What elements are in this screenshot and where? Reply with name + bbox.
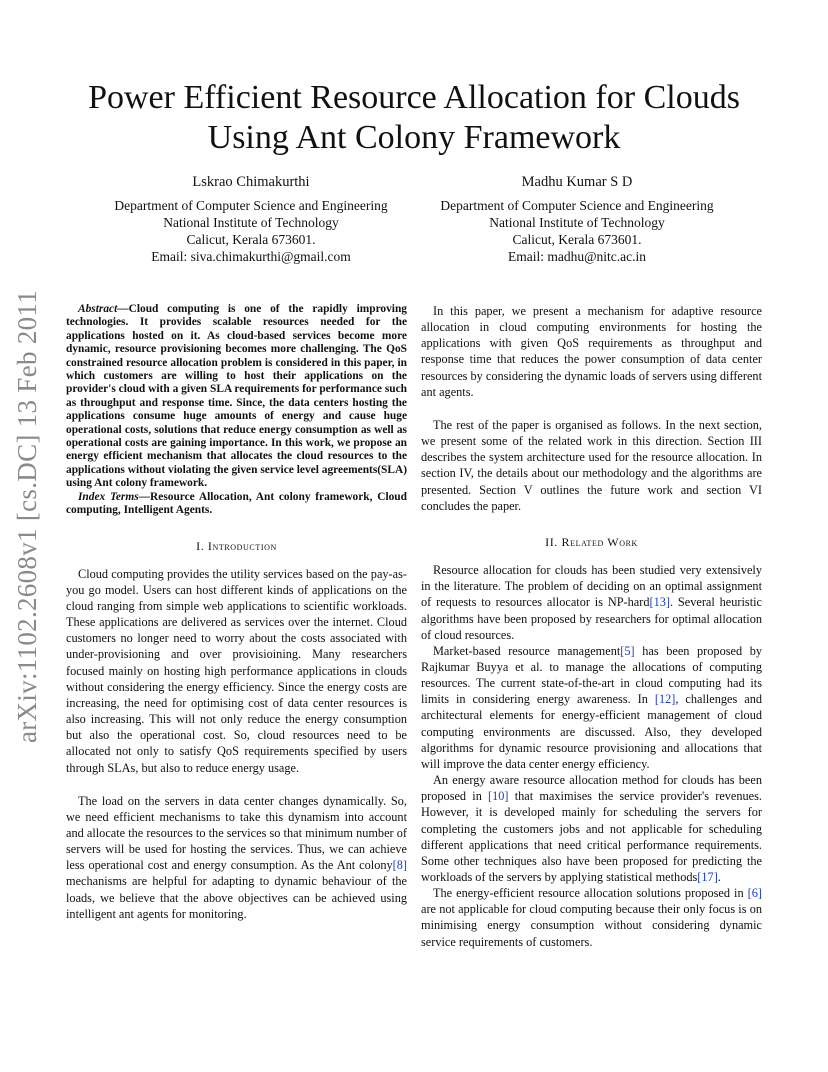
author-block-1 xyxy=(86,174,416,265)
paragraph-text: that maximises the service provider's revenues. However, it is developed mainly for scheduling the servers for completing the customers jobs and not applicable for scheduling different applications that need critical performance requirements. Some other techniques also have been proposed for predicting the workloads of the servers by applying statistical methods xyxy=(421,789,762,884)
paragraph-text: Market-based resource management xyxy=(433,643,621,658)
abstract-label: Abstract xyxy=(78,303,118,315)
right-column xyxy=(421,303,762,950)
index-terms xyxy=(66,491,407,518)
paragraph-text: , challenges and architectural elements for energy-efficient management of cloud computing environments are discussed. Also, they developed algorithms for dynamic resource provisioning and allocations that will improve the data center energy efficiency. xyxy=(421,692,763,771)
author-department: Department of Computer Science and Engineering xyxy=(440,198,714,213)
left-column xyxy=(66,303,407,922)
index-terms-text: —Resource Allocation, Ant colony framework, Cloud computing, Intelligent Agents. xyxy=(66,490,407,517)
paragraph-text: Resource allocation for clouds has been studied very extensively in the literature. The problem of deciding on an optimal assignment of requests to resources allocator is NP-hard xyxy=(421,563,762,610)
author-address: Calicut, Kerala 673601. xyxy=(186,232,316,247)
arxiv-stamp-text: arXiv:1102.2608v1 [cs.DC] 13 Feb 2011 xyxy=(12,289,43,743)
section-heading-related-work: II. Related Work xyxy=(545,534,638,549)
paragraph-text: An energy aware resource allocation method for clouds has been proposed in xyxy=(421,773,762,804)
author-email: Email: madhu@nitc.ac.in xyxy=(507,249,647,264)
paragraph-text: . xyxy=(717,870,721,884)
author-institution: National Institute of Technology xyxy=(163,215,339,230)
abstract xyxy=(66,303,407,491)
citation-link[interactable]: [5] xyxy=(620,643,635,658)
intro-paragraph-2 xyxy=(66,793,407,922)
intro-paragraph-1: Cloud computing provides the utility services based on the pay-as-you go model. Users can host different kinds of applications on the cloud ranging from simple web applications to scientific workloads. These applications are delivered as services over the internet. Cloud customers no longer need to worry about the costs associated with under-provisioning and over provisioining. Many researchers focused mainly on hosting high performance applications in clouds without considering the energy efficiency. Since the energy costs are increasing, the need for optimising cost of data center resources is also increasing. This will not only reduce the energy consumption but also the operational cost. So, cloud resources need to be allocated not only to satisfy QoS requirements specified by users through SLAs, but also to reduce energy usage. xyxy=(66,566,407,775)
arxiv-stamp xyxy=(8,289,48,743)
section-heading-introduction: I. Introduction xyxy=(196,538,277,553)
paragraph-text: The load on the servers in data center changes dynamically. So, we need efficient mechanisms to take this dynamism into account and allocate the resources to the services so that minimum number of servers will be used for hosting the services. Thus, we can achieve less operational cost and energy consumption. As the Ant colony xyxy=(66,793,407,873)
citation-link[interactable]: [10] xyxy=(488,789,509,804)
author-block-2 xyxy=(412,174,742,265)
citation-link[interactable]: [6] xyxy=(747,886,762,901)
author-institution: National Institute of Technology xyxy=(489,215,665,230)
related-paragraph-2 xyxy=(421,643,762,772)
paragraph-text: . Several heuristic algorithms have been proposed by researchers for optimal allocation of cloud resources. xyxy=(421,595,762,642)
index-terms-label: Index Terms xyxy=(78,490,139,503)
paragraph-text: has been proposed by Rajkumar Buyya et al. to manage the allocations of computing resources. The current state-of-the-art in cloud computing had its limits in considering energy awareness. In xyxy=(421,643,762,707)
paper-title: Power Efficient Resource Allocation for Clouds Using Ant Colony Framework xyxy=(88,79,740,156)
paragraph-text: The energy-efficient resource allocation solutions proposed in xyxy=(433,886,748,901)
intro-paragraph-3: In this paper, we present a mechanism for adaptive resource allocation in cloud computing environments for hosting the applications with given QoS requirements as throughput and response time that reduces the power consumption of data center resources by considering the dynamic loads of servers using different ant agents. xyxy=(421,304,762,399)
related-paragraph-4 xyxy=(421,885,762,950)
abstract-text: —Cloud computing is one of the rapidly improving technologies. It provides scalable resources needed for the applications hosted on it. As cloud-based services become more dynamic, resource provisioning becomes more challenging. The QoS constrained resource allocation problem is considered in this paper, in which customers are willing to host their applications on the provider's cloud with a given SLA requirements for performance such as throughput and response time. Since, the data centers hosting the applications consume huge amounts of energy and cause huge operational costs, solutions that reduce energy consumption as well as operational costs are gaining importance. In this work, we propose an energy efficient mechanism that allocates the cloud resources to the applications without violating the given service level agreements(SLA) using Ant colony framework. xyxy=(66,303,407,490)
author-name: Lskrao Chimakurthi xyxy=(192,174,310,190)
paragraph-text: mechanisms are helpful for adapting to dynamic behaviour of the loads, we believe that the above objectives can be achieved using intelligent ant agents for monitoring. xyxy=(66,874,407,921)
citation-link[interactable]: [12] xyxy=(654,692,676,707)
related-paragraph-3 xyxy=(421,772,762,885)
author-email: Email: siva.chimakurthi@gmail.com xyxy=(151,249,351,264)
intro-paragraph-4: The rest of the paper is organised as follows. In the next section, we present some of the related work in this direction. Section III describes the system architecture used for the resource allocation. In section IV, the details about our methodology and the algorithms are presented. Section V outlines the future work and section VI concludes the paper. xyxy=(421,417,762,513)
citation-link[interactable]: [17] xyxy=(697,870,718,884)
citation-link[interactable]: [13] xyxy=(649,595,670,610)
paragraph-text: are not applicable for cloud computing because their only focus is on minimising energy consumption without considering dynamic service requirements of customers. xyxy=(421,902,762,949)
related-paragraph-1 xyxy=(421,562,762,643)
author-name: Madhu Kumar S D xyxy=(521,174,633,190)
author-address: Calicut, Kerala 673601. xyxy=(512,232,642,247)
citation-link[interactable]: [8] xyxy=(392,858,407,873)
author-department: Department of Computer Science and Engineering xyxy=(114,198,388,213)
